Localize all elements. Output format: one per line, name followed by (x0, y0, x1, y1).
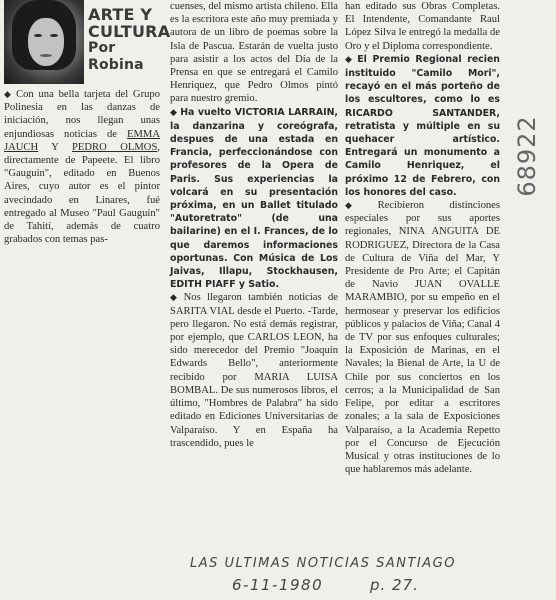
col2-paragraph-2 (170, 106, 338, 292)
col2-paragraph-2-text: Ha vuelto VICTORIA LARRAIN, la danzarina y coreógrafa, despues de una estada en Francia, perfeccionándose con profesores de la Opera de Paris. Sus experiencias la volcará en su presentación próxima, en un Ballet titulado "Autoretrato" (de una bailarine) en el I. Frances, de lo que daremos informaciones oportunas. Con Música de Los Jaivas, Illapu, Stockhausen, EDITH PIAFF y Satio. (170, 106, 338, 291)
byline: Por Robina (88, 40, 144, 73)
column-title: ARTE Y CULTURA (88, 5, 171, 41)
col3-paragraph-1: han editado sus Obras Completas. El Intendente, Comandante Raul López Silva le entregó la medalla de Oro y el Diploma correspondiente. (345, 1, 500, 52)
author-photo (4, 0, 84, 84)
col3-paragraph-2 (345, 53, 500, 199)
catalog-number (467, 115, 556, 197)
diamond-bullet-icon: ◆ (345, 54, 355, 65)
col1-paragraph-1 (4, 88, 160, 246)
column-1 (4, 88, 160, 246)
catalog-number-text: 68922 (513, 115, 541, 197)
col1-text-c: , directamente de Papeete. El libro "Gauguin", editado en Buenos Aires, cuyo autor es el pintor avecindado en Linares, fué entregado al Museo "Paul Gauguin" de Tahití, además de cuatro grabados con temas pas- (4, 141, 160, 246)
photo-mouth (40, 54, 52, 57)
col3-paragraph-2-text: El Premio Regional recien instituido "Camilo Mori", recayó en el más porteño de los escultores, como lo es RICARDO SANTANDER, retratista y múltiple en su quehacer artístico. Entregará un monumento a Camilo Henriquez, el próximo 12 de Febrero, con los honores del caso. (345, 53, 500, 198)
col2-paragraph-3 (170, 291, 338, 449)
column-heading (88, 5, 171, 74)
column-3 (345, 0, 500, 476)
col1-name-emma: EMMA JAUCH (4, 128, 160, 153)
column-2 (170, 0, 338, 450)
col1-text-a: Con una bella tarjeta del Grupo Polinesia en las danzas de iniciación, nos llegan unas enjundiosas noticias de (4, 89, 160, 140)
diamond-bullet-icon: ◆ (170, 107, 178, 118)
col1-text-b: Y (38, 141, 73, 153)
photo-face (28, 18, 64, 66)
col2-paragraph-1: cuenses, del mismo artista chileno. Ella es la escritora este año muy premiada y autora de un libro de poemas sobre la Isla de Pascua. Estarán de vuelta justo para asistir a los actos del Día de la Prensa en que se entregará el Camilo Henriquez, que Pedro Olmos pintó para nuestro gremio. (170, 1, 338, 105)
col2-paragraph-3-text: Nos llegaron también noticias de SARITA VIAL desde el Puerto. -Tarde, pero llegaron. No está demás registrar, por ejemplo, que CARLOS LEON, ha sido merecedor del Premio "Joaquín Edwards Bello", anteriormente recibido por MARIA LUISA BOMBAL. De sus numerosos libros, el último, "Hombres de Palabra" ha sido editado en Ediciones Universitarias de Valparaíso. Y en España ha trascendido, pues le (170, 292, 339, 449)
col3-paragraph-3 (345, 199, 500, 476)
diamond-bullet-icon: ◆ (345, 200, 375, 211)
col3-paragraph-3-text: Recibieron distinciones especiales por sus aportes regionales, NINA ANGUITA DE RODRIGUEZ, Directora de la Casa de Cultura de Viña del Mar, Y Presidente de Pro Arte; el Capitán de Navio JUAN OVALLE MARAMBIO, por su empeño en el hermosear y preservar los edificios públicos y palacios de Viña; Canal 4 de TV por sus enfoques culturales; la Exposición de Marinas, en el Navales; la Bienal de Arte, la U de Chile por sus conciertos en los cerros; a la Municipalidad de San Felipe, por editar a escritores zonales; a la sala de Exposiciones Valparaíso, a la Academia Repetto por el Concurso de Ejecución Musical y otras instituciones de lo que hablaremos más adelante. (345, 200, 500, 476)
date-annotation: 6-11-1980 (232, 576, 324, 594)
col1-name-pedro: PEDRO OLMOS (72, 141, 158, 153)
photo-eye-right (50, 34, 58, 37)
source-annotation: LAS ULTIMAS NOTICIAS SANTIAGO (190, 556, 456, 571)
photo-eye-left (34, 34, 42, 37)
page-annotation: p. 27. (370, 576, 419, 594)
diamond-bullet-icon: ◆ (4, 89, 14, 99)
diamond-bullet-icon: ◆ (170, 292, 181, 303)
